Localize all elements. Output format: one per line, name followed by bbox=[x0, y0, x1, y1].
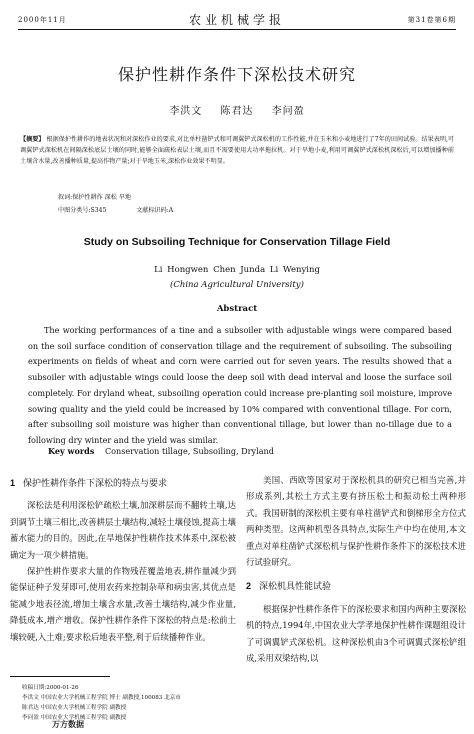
header-volume: 第31卷第6期 bbox=[407, 16, 456, 24]
keywords-english bbox=[48, 446, 274, 456]
footnote-author: 陈君达 中国农业大学机械工程学院 副教授 bbox=[22, 705, 127, 711]
keywords-english-text: Conservation tillage, Subsoiling, Dryland bbox=[104, 446, 274, 456]
classification-row bbox=[58, 205, 201, 214]
section-title: 保护性耕作条件下深松的特点与要求 bbox=[23, 478, 168, 488]
title-chinese: 保护性耕作条件下深松技术研究 bbox=[117, 65, 356, 84]
body-column-right bbox=[246, 472, 466, 666]
section-heading-1 bbox=[10, 475, 236, 491]
abstract-english-heading: Abstract bbox=[216, 304, 258, 314]
body-paragraph: 美国、西欧等国家对于深松机具的研究已相当完善,并形成系列,其松土方式主要有挤压松土和振动松土两种形式。我国研制的深松机主要有单柱凿铲式和倒梯形全方位式两种类型。这两种机型各具特点,实际生产中均在使用,本文重点对单柱凿铲式深松机与保护性耕作条件下的深松技术进行试验研究。 bbox=[246, 475, 466, 568]
footnote-divider bbox=[10, 676, 110, 677]
journal-name: 农业机械学报 bbox=[188, 13, 285, 27]
abstract-chinese bbox=[20, 134, 454, 167]
authors-english: Li Hongwen Chen Junda Li Wenying bbox=[154, 265, 320, 275]
body-paragraph: 根据保护性耕作条件下的深松要求和国内两种主要深松机的特点,1994年,中国农业大学孝地保护性耕作课题组设计了可调翼铲式深松机。这种深松机由3个可调翼式深松铲组成,采用双梁结构,以 bbox=[246, 603, 466, 664]
body-paragraph: 保护性耕作要求大量的作物残茬覆盖地表,耕作量减少到能保证种子发芽即可,使用农药来控制杂草和病虫害,其优点是能减少地表径流,增加土壤含水量,改善土壤结构,减少作业量,降低成本,增产增收。保护性耕作条件下深松的特点是:松前土壤较硬,入土难;要求松后地表平整,利于后续播种作业。 bbox=[10, 566, 236, 642]
watermark-logo: 万方数据 bbox=[52, 719, 84, 729]
document-code: 文献标识码:A bbox=[136, 207, 174, 214]
class-number: 中图分类号:S345 bbox=[58, 207, 107, 214]
keywords-english-label: Key words bbox=[48, 446, 95, 456]
section-title: 深松机具性能试验 bbox=[259, 581, 332, 592]
abstract-english: The working performances of a tine and a subsoiler with adjustable wings were compared based on the soil surface condition of conservation tillage and the requirement of subsoiling. The subsoiling experiments on fields of wheat and corn were carried out for seven years. The results showed that a subsoiler with adjustable wings could loose the deep soil with dead interval and loose the surface soil completely. For dryland wheat, subsoiling operation could increase pre-planting soil moisture, improve sowing quality and the yield could be increased by 10% compared with conventional tillage. For corn, after subsoiling soil moisture was higher than conventional tillage, but lower than no-tillage due to a following dry winter and the yield was similar. bbox=[28, 325, 452, 445]
section-number: 1 bbox=[10, 478, 16, 488]
footnote-author: 李洪文 中国农业大学机械工程学院 博士 副教授,100083 北京市 bbox=[22, 695, 181, 701]
body-paragraph: 深松法是利用深松铲疏松土壤,加深耕层而不翻转土壤,达到调节土壤三相比,改善耕层土壤结构,减轻土壤侵蚀,提高土壤蓄水能力的目的。因此,在旱地保护性耕作技术体系中,深松被确定为一项少耕措施。 bbox=[10, 500, 236, 560]
abstract-chinese-text: 根据保护性耕作的地表状况和对深松作业的要求,对比单柱凿铲式和可调翼铲式深松机的工作性能,并在玉米和小麦地进行了7年的田间试验。结果表明,可调翼铲式深松机在间隔深松底层土壤的同时,能够全面疏松表层土壤,而且不需要使用大功率拖拉机。对于旱地小麦,利用可调翼铲式深松机深松后,可以增加播种前土壤含水量,改善播种质量,提高作物产量;对于旱地玉米,深松作业效果不明显。 bbox=[20, 136, 455, 165]
title-english: Study on Subsoiling Technique for Conservation Tillage Field bbox=[83, 236, 391, 248]
section-number: 2 bbox=[246, 581, 252, 592]
body-column-left bbox=[10, 472, 236, 645]
authors-chinese: 李洪文 陈君达 李问盈 bbox=[169, 106, 305, 117]
footnotes bbox=[22, 683, 181, 723]
affiliation-english: (China Agricultural University) bbox=[170, 280, 304, 290]
header-date: 2000年11月 bbox=[18, 16, 67, 24]
footnote-author: 李问盈 中国农业大学机械工程学院 副教授 bbox=[22, 715, 127, 721]
abstract-chinese-label: 【摘要】 bbox=[20, 136, 45, 143]
footnote-received: 收稿日期:2000-01-26 bbox=[22, 685, 79, 691]
section-heading-2 bbox=[246, 578, 466, 594]
running-header bbox=[18, 8, 456, 30]
keywords-chinese: 叙词:保护性耕作 深松 旱地 bbox=[58, 194, 131, 201]
